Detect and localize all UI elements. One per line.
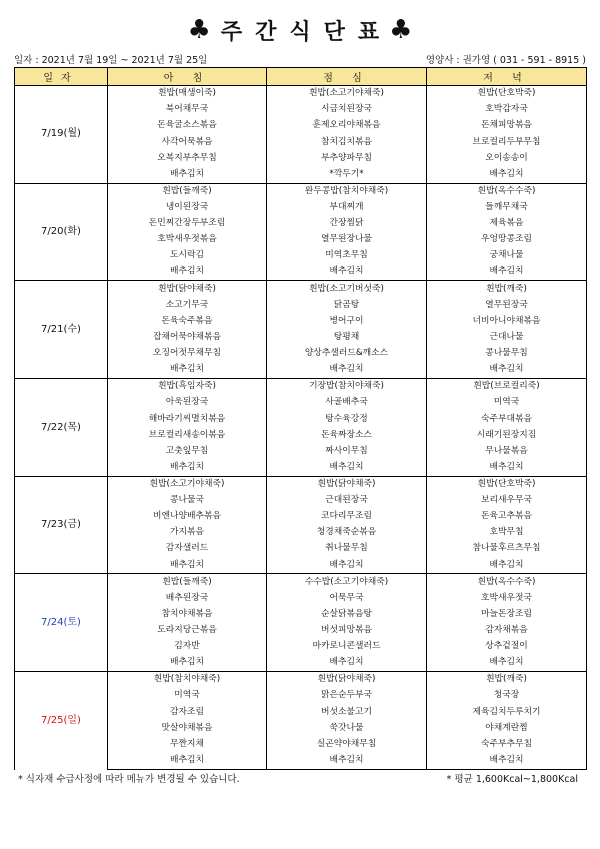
period-text: 일자 : 2021년 7월 19일 ~ 2021년 7월 25일 [14,55,208,66]
dinner-item: 상추겉절이 [427,639,587,655]
lunch-item: 돈육짜장소스 [267,427,427,443]
breakfast-item: 배추김치 [108,167,267,184]
breakfast-item: 흰밥(흑임자죽) [108,379,267,396]
dinner-item: 감자채볶음 [427,623,587,639]
dinner-item: 참나물후르츠무침 [427,541,587,557]
table-row [15,672,587,689]
dinner-item: 흰밥(단호박죽) [427,476,587,493]
dinner-item: 근대나물 [427,330,587,346]
dinner-item: 흰밥(옥수수죽) [427,183,587,200]
lunch-item: 참치김치볶음 [267,134,427,150]
breakfast-item: 배추김치 [108,655,267,672]
breakfast-item: 냉이된장국 [108,200,267,216]
lunch-item: 근대된장국 [267,493,427,509]
breakfast-item: 호박새우젓볶음 [108,232,267,248]
header-date: 일자 [15,68,108,86]
dinner-item: 제육볶음 [427,216,587,232]
date-cell: 7/21(수) [15,281,108,379]
lunch-item: 흰밥(닭야채죽) [267,672,427,689]
dinner-item: 배추김치 [427,655,587,672]
date-cell: 7/25(일) [15,672,108,770]
breakfast-item: 배추김치 [108,264,267,281]
lunch-item: 흰밥(닭야채죽) [267,476,427,493]
breakfast-item: 오징어젓무채무침 [108,346,267,362]
date-cell: 7/24(토) [15,574,108,672]
breakfast-item: 감자샐러드 [108,541,267,557]
lunch-item: 배추김치 [267,362,427,379]
lunch-item: 닭곰탕 [267,298,427,314]
lunch-item: 흰밥(소고기야채죽) [267,86,427,103]
dinner-item: 호박무침 [427,525,587,541]
dinner-item: 시래기된장지짐 [427,427,587,443]
dinner-item: 배추김치 [427,362,587,379]
breakfast-item: 김자반 [108,639,267,655]
dinner-item: 열무된장국 [427,298,587,314]
table-row [15,281,587,298]
lunch-item: 맑은순두부국 [267,688,427,704]
lunch-item: 양상추샐러드&깨소스 [267,346,427,362]
lunch-item: 청경채죽순볶음 [267,525,427,541]
lunch-item: 배추김치 [267,753,427,770]
breakfast-item: 배추김치 [108,460,267,477]
table-row [15,183,587,200]
table-row [15,86,587,103]
lunch-item: 배추김치 [267,264,427,281]
dinner-item: 흰밥(단호박죽) [427,86,587,103]
lunch-item: 쑥갓나물 [267,720,427,736]
header-row [15,68,587,86]
footer-calories: * 평균 1,600Kcal~1,800Kcal [446,774,578,785]
breakfast-item: 감자조림 [108,704,267,720]
lunch-item: 부추양파무침 [267,150,427,166]
dietitian-text: 영양사 : 권가영 ( 031 - 591 - 8915 ) [425,55,586,66]
lunch-item: 탕평채 [267,330,427,346]
lunch-item: 코다리무조림 [267,509,427,525]
breakfast-item: 해바라기씨멸치볶음 [108,411,267,427]
breakfast-item: 비엔나양배추볶음 [108,509,267,525]
lunch-item: 병어구이 [267,314,427,330]
dinner-item: 호박새우젓국 [427,591,587,607]
dinner-item: 숙주부대볶음 [427,411,587,427]
lunch-item: 짜사이무침 [267,444,427,460]
dinner-item: 무나물볶음 [427,444,587,460]
dinner-item: 들깨무채국 [427,200,587,216]
breakfast-item: 배추김치 [108,557,267,574]
dinner-item: 너비아니야채볶음 [427,314,587,330]
dinner-item: 미역국 [427,395,587,411]
breakfast-item: 사각어묵볶음 [108,134,267,150]
table-row [15,379,587,396]
dinner-item: 배추김치 [427,264,587,281]
breakfast-item: 미역국 [108,688,267,704]
lunch-item: 취나물무침 [267,541,427,557]
breakfast-item: 배추김치 [108,362,267,379]
header-dinner: 저 녁 [427,68,587,86]
breakfast-item: 흰밥(들깨죽) [108,183,267,200]
footer [18,771,578,785]
header-lunch: 점 심 [267,68,427,86]
breakfast-item: 참치야채볶음 [108,607,267,623]
dinner-item: 배추김치 [427,557,587,574]
breakfast-item: 흰밥(참치야채죽) [108,672,267,689]
dinner-item: 돈육고추볶음 [427,509,587,525]
breakfast-item: 도시락김 [108,248,267,264]
lunch-item: 시금치된장국 [267,102,427,118]
dinner-item: 제육김치두루치기 [427,704,587,720]
dinner-item: 보리새우무국 [427,493,587,509]
breakfast-item: 맛살야채볶음 [108,720,267,736]
breakfast-item: 고춧잎무침 [108,444,267,460]
lunch-item: 순살닭볶음탕 [267,607,427,623]
lunch-item: 배추김치 [267,655,427,672]
lunch-item: 배추김치 [267,460,427,477]
dinner-item: 흰밥(옥수수죽) [427,574,587,591]
header-breakfast: 아 침 [108,68,267,86]
date-cell: 7/23(금) [15,476,108,574]
lunch-item: 기장밥(참치야채죽) [267,379,427,396]
breakfast-item: 잡채어묵야채볶음 [108,330,267,346]
lunch-item: 사골배추국 [267,395,427,411]
lunch-item: 부대찌개 [267,200,427,216]
breakfast-item: 도라지당근볶음 [108,623,267,639]
breakfast-item: 오복지부추무침 [108,150,267,166]
date-cell: 7/20(화) [15,183,108,281]
lunch-item: 탕수육강정 [267,411,427,427]
menu-table [14,67,587,770]
breakfast-item: 돈육숙주볶음 [108,314,267,330]
dinner-item: 궁채나물 [427,248,587,264]
dinner-item: 배추김치 [427,753,587,770]
dinner-item: 숙주부추무침 [427,737,587,753]
table-row [15,574,587,591]
dinner-item: 우엉땅콩조림 [427,232,587,248]
lunch-item: 미역초무침 [267,248,427,264]
page-title [0,12,600,48]
breakfast-item: 북어채무국 [108,102,267,118]
breakfast-item: 돈육굴소스볶음 [108,118,267,134]
dinner-item: 배추김치 [427,460,587,477]
lunch-item: *깍두기* [267,167,427,184]
dinner-item: 흰밥(깨죽) [427,672,587,689]
lunch-item: 마카로니콘샐러드 [267,639,427,655]
date-cell: 7/19(월) [15,86,108,184]
breakfast-item: 소고기무국 [108,298,267,314]
dinner-item: 청국장 [427,688,587,704]
breakfast-item: 돈민찌간장두부조림 [108,216,267,232]
lunch-item: 버섯피망볶음 [267,623,427,639]
breakfast-item: 흰밥(매생이죽) [108,86,267,103]
date-cell: 7/22(목) [15,379,108,477]
lunch-item: 간장찜닭 [267,216,427,232]
lunch-item: 버섯소불고기 [267,704,427,720]
breakfast-item: 배추된장국 [108,591,267,607]
breakfast-item: 브로컬리새송이볶음 [108,427,267,443]
dinner-item: 브로컬리두부무침 [427,134,587,150]
lunch-item: 열무된장나물 [267,232,427,248]
club-icon: ♣ [187,15,211,45]
lunch-item: 어묵무국 [267,591,427,607]
dinner-item: 배추김치 [427,167,587,184]
dinner-item: 돈채피망볶음 [427,118,587,134]
dinner-item: 흰밥(깨죽) [427,281,587,298]
dinner-item: 오이송송이 [427,150,587,166]
breakfast-item: 흰밥(닭야채죽) [108,281,267,298]
dinner-item: 야채계란찜 [427,720,587,736]
club-icon: ♣ [389,15,413,45]
lunch-item: 훈제오리야채볶음 [267,118,427,134]
info-bar [14,52,586,66]
lunch-item: 완두콩밥(참치야채죽) [267,183,427,200]
breakfast-item: 무짠지채 [108,737,267,753]
dinner-item: 마늘돈장조림 [427,607,587,623]
breakfast-item: 흰밥(들깨죽) [108,574,267,591]
title-text: 주간식단표 [220,19,393,45]
table-row [15,476,587,493]
breakfast-item: 가지볶음 [108,525,267,541]
breakfast-item: 배추김치 [108,753,267,770]
lunch-item: 배추김치 [267,557,427,574]
lunch-item: 수수밥(소고기야채죽) [267,574,427,591]
dinner-item: 흰밥(브로컬리죽) [427,379,587,396]
breakfast-item: 흰밥(소고기야채죽) [108,476,267,493]
breakfast-item: 콩나물국 [108,493,267,509]
dinner-item: 호박감자국 [427,102,587,118]
breakfast-item: 아욱된장국 [108,395,267,411]
dinner-item: 콩나물무침 [427,346,587,362]
lunch-item: 흰밥(소고기버섯죽) [267,281,427,298]
lunch-item: 실곤약야채무침 [267,737,427,753]
footer-note: * 식자재 수급사정에 따라 메뉴가 변경될 수 있습니다. [18,774,240,785]
